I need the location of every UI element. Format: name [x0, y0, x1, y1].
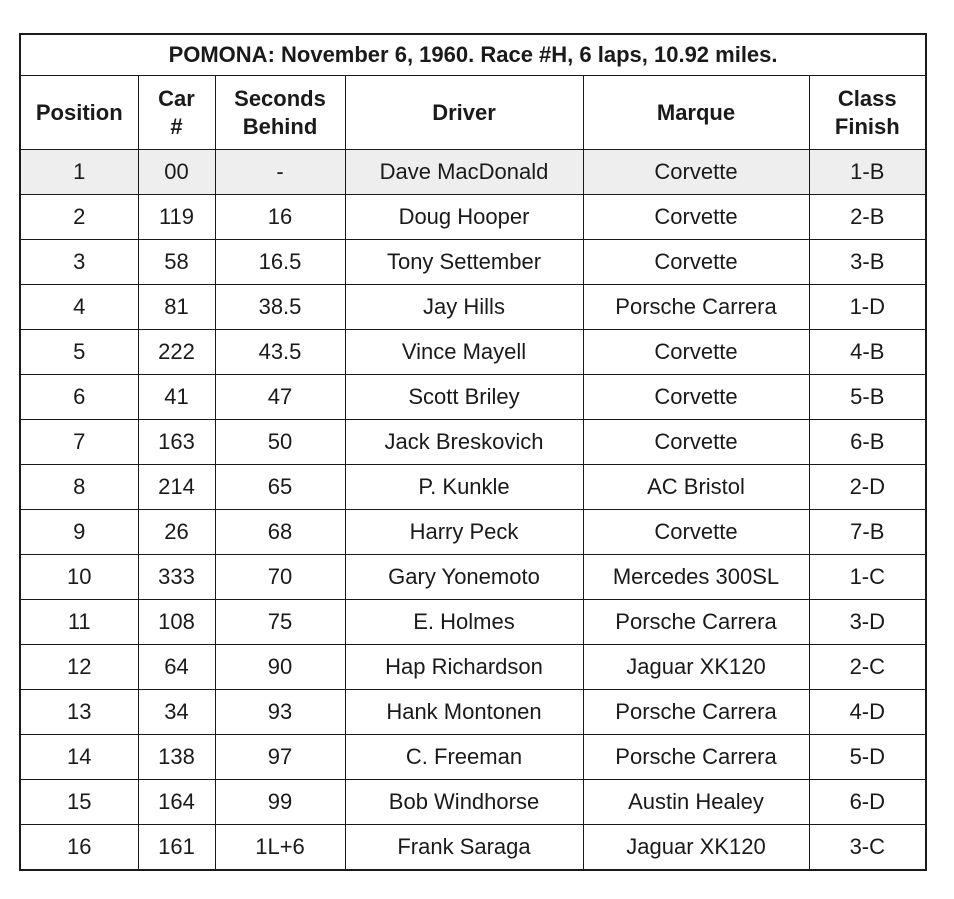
position-cell: 11 [20, 600, 138, 645]
seconds-behind-cell: 70 [215, 555, 345, 600]
driver-cell: Harry Peck [345, 510, 583, 555]
marque-cell: Corvette [583, 510, 809, 555]
table-row [20, 420, 926, 465]
driver-cell: Hap Richardson [345, 645, 583, 690]
marque-cell: Corvette [583, 420, 809, 465]
position-cell: 6 [20, 375, 138, 420]
position-cell: 9 [20, 510, 138, 555]
car-number-cell: 00 [138, 150, 215, 195]
position-cell: 8 [20, 465, 138, 510]
class-finish-cell: 5-B [809, 375, 926, 420]
column-header-marque: Marque [583, 76, 809, 150]
position-cell: 7 [20, 420, 138, 465]
class-finish-cell: 2-C [809, 645, 926, 690]
car-number-cell: 164 [138, 780, 215, 825]
car-number-cell: 214 [138, 465, 215, 510]
marque-cell: Austin Healey [583, 780, 809, 825]
driver-cell: Tony Settember [345, 240, 583, 285]
marque-cell: Porsche Carrera [583, 285, 809, 330]
driver-cell: Gary Yonemoto [345, 555, 583, 600]
class-finish-cell: 3-B [809, 240, 926, 285]
seconds-behind-cell: 97 [215, 735, 345, 780]
class-finish-cell: 6-B [809, 420, 926, 465]
column-header-driver: Driver [345, 76, 583, 150]
driver-cell: P. Kunkle [345, 465, 583, 510]
table-row [20, 555, 926, 600]
seconds-behind-cell: 16 [215, 195, 345, 240]
driver-cell: Bob Windhorse [345, 780, 583, 825]
marque-cell: Corvette [583, 150, 809, 195]
position-cell: 3 [20, 240, 138, 285]
table-row [20, 240, 926, 285]
position-cell: 15 [20, 780, 138, 825]
class-finish-cell: 5-D [809, 735, 926, 780]
table-row [20, 465, 926, 510]
table-row [20, 735, 926, 780]
car-number-cell: 119 [138, 195, 215, 240]
car-number-cell: 108 [138, 600, 215, 645]
seconds-behind-cell: 75 [215, 600, 345, 645]
column-header-car [138, 76, 215, 150]
driver-cell: Vince Mayell [345, 330, 583, 375]
table-row [20, 825, 926, 871]
car-number-cell: 58 [138, 240, 215, 285]
car-number-cell: 64 [138, 645, 215, 690]
marque-cell: Porsche Carrera [583, 735, 809, 780]
marque-cell: Corvette [583, 330, 809, 375]
seconds-behind-cell: 93 [215, 690, 345, 735]
column-header-seconds-behind [215, 76, 345, 150]
marque-cell: Corvette [583, 240, 809, 285]
seconds-behind-cell: 65 [215, 465, 345, 510]
column-header-class-line1: Class [837, 85, 897, 111]
driver-cell: Hank Montonen [345, 690, 583, 735]
driver-cell: E. Holmes [345, 600, 583, 645]
car-number-cell: 138 [138, 735, 215, 780]
table-row [20, 195, 926, 240]
marque-cell: AC Bristol [583, 465, 809, 510]
position-cell: 5 [20, 330, 138, 375]
seconds-behind-cell: 99 [215, 780, 345, 825]
car-number-cell: 26 [138, 510, 215, 555]
table-row [20, 645, 926, 690]
driver-cell: Jay Hills [345, 285, 583, 330]
table-row [20, 600, 926, 645]
car-number-cell: 34 [138, 690, 215, 735]
seconds-behind-cell: 16.5 [215, 240, 345, 285]
driver-cell: Frank Saraga [345, 825, 583, 871]
table-row [20, 375, 926, 420]
position-cell: 10 [20, 555, 138, 600]
car-number-cell: 81 [138, 285, 215, 330]
class-finish-cell: 2-D [809, 465, 926, 510]
seconds-behind-cell: 1L+6 [215, 825, 345, 871]
column-header-car-line1: Car [158, 85, 195, 111]
position-cell: 14 [20, 735, 138, 780]
position-cell: 2 [20, 195, 138, 240]
seconds-behind-cell: 90 [215, 645, 345, 690]
table-row [20, 285, 926, 330]
car-number-cell: 161 [138, 825, 215, 871]
marque-cell: Jaguar XK120 [583, 825, 809, 871]
driver-cell: Scott Briley [345, 375, 583, 420]
marque-cell: Jaguar XK120 [583, 645, 809, 690]
position-cell: 1 [20, 150, 138, 195]
class-finish-cell: 4-B [809, 330, 926, 375]
column-header-seconds-line2: Behind [242, 113, 318, 139]
position-cell: 4 [20, 285, 138, 330]
car-number-cell: 333 [138, 555, 215, 600]
table-row [20, 780, 926, 825]
position-cell: 12 [20, 645, 138, 690]
column-header-row [20, 76, 926, 150]
marque-cell: Corvette [583, 375, 809, 420]
marque-cell: Porsche Carrera [583, 690, 809, 735]
car-number-cell: 41 [138, 375, 215, 420]
seconds-behind-cell: 50 [215, 420, 345, 465]
seconds-behind-cell: 68 [215, 510, 345, 555]
class-finish-cell: 1-D [809, 285, 926, 330]
table-row [20, 330, 926, 375]
table-row [20, 690, 926, 735]
marque-cell: Mercedes 300SL [583, 555, 809, 600]
title-row [20, 34, 926, 76]
class-finish-cell: 1-C [809, 555, 926, 600]
table-row [20, 150, 926, 195]
driver-cell: C. Freeman [345, 735, 583, 780]
class-finish-cell: 3-C [809, 825, 926, 871]
class-finish-cell: 3-D [809, 600, 926, 645]
driver-cell: Dave MacDonald [345, 150, 583, 195]
position-cell: 16 [20, 825, 138, 871]
column-header-class-line2: Finish [834, 113, 900, 139]
column-header-position: Position [20, 76, 138, 150]
class-finish-cell: 7-B [809, 510, 926, 555]
seconds-behind-cell: 47 [215, 375, 345, 420]
seconds-behind-cell: - [215, 150, 345, 195]
driver-cell: Doug Hooper [345, 195, 583, 240]
race-results-table [19, 33, 927, 871]
marque-cell: Corvette [583, 195, 809, 240]
table-title: POMONA: November 6, 1960. Race #H, 6 laps, 10.92 miles. [20, 34, 926, 76]
driver-cell: Jack Breskovich [345, 420, 583, 465]
class-finish-cell: 4-D [809, 690, 926, 735]
car-number-cell: 222 [138, 330, 215, 375]
seconds-behind-cell: 38.5 [215, 285, 345, 330]
table-row [20, 510, 926, 555]
class-finish-cell: 1-B [809, 150, 926, 195]
position-cell: 13 [20, 690, 138, 735]
seconds-behind-cell: 43.5 [215, 330, 345, 375]
marque-cell: Porsche Carrera [583, 600, 809, 645]
column-header-seconds-line1: Seconds [234, 85, 326, 111]
car-number-cell: 163 [138, 420, 215, 465]
class-finish-cell: 2-B [809, 195, 926, 240]
class-finish-cell: 6-D [809, 780, 926, 825]
column-header-car-line2: # [170, 113, 183, 139]
column-header-class-finish [809, 76, 926, 150]
